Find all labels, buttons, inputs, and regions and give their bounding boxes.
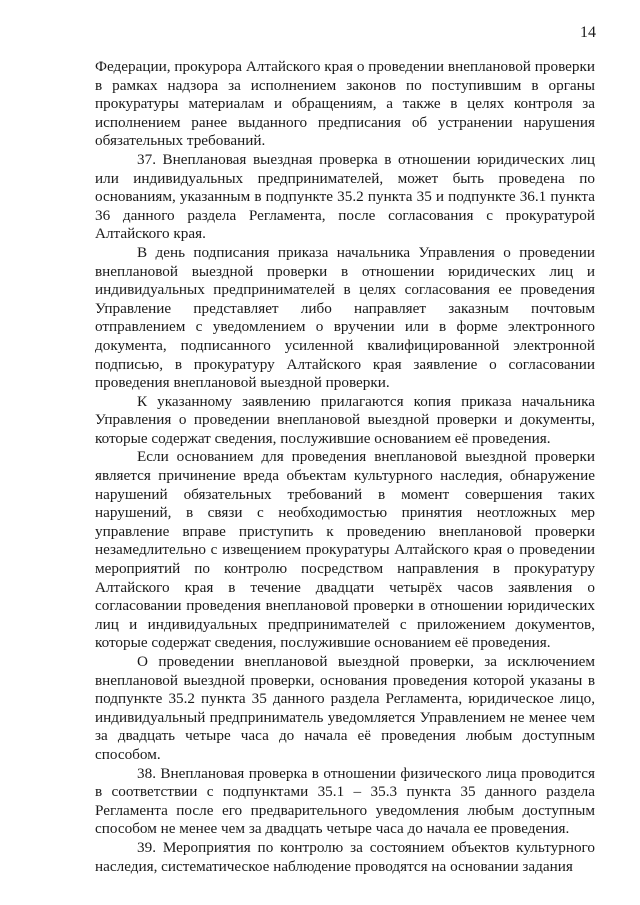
paragraph-item-38: 38. Внеплановая проверка в отношении физического лица проводится в соответствии с подпунктами 35.1 – 35.3 пункта 35 данного раздела Регламента после его предварительного уведомления любым доступным способом не менее чем за двадцать четыре часа до начала ее проведения. — [95, 764, 595, 838]
paragraph-continuation: Федерации, прокурора Алтайского края о проведении внеплановой проверки в рамках надзора за исполнением законов по поступившим в органы прокуратуры материалам и обращениям, а также в целях контроля за исполнением ранее выданного предписания об устранении нарушения обязательных требований. — [95, 58, 595, 150]
paragraph-approval-request: В день подписания приказа начальника Управления о проведении внеплановой выездной проверки в отношении юридических лиц и индивидуальных предпринимателей в целях согласования ее проведения Управление представляет либо направляет заказным почтовым отправлением с уведомлением о вручении или в форме электронного документа, подписанного усиленной квалифицированной электронной подписью, в прокуратуру Алтайского края заявление о согласовании проведения внеплановой выездной проверки. — [95, 243, 595, 392]
paragraph-attachments: К указанному заявлению прилагаются копия приказа начальника Управления о проведении внеплановой выездной проверки и документы, которые содержат сведения, послужившие основанием её проведения. — [95, 392, 595, 447]
paragraph-item-37: 37. Внеплановая выездная проверка в отношении юридических лиц или индивидуальных предпринимателей, может быть проведена по основаниям, указанным в подпункте 35.2 пункта 35 и подпункте 36.1 пункта 36 данного раздела Регламента, после согласования с прокуратурой Алтайского края. — [95, 150, 595, 243]
document-body — [95, 58, 595, 876]
page-number: 14 — [580, 24, 596, 41]
paragraph-item-39: 39. Мероприятия по контролю за состоянием объектов культурного наследия, систематическое наблюдение проводятся на основании задания — [95, 838, 595, 875]
paragraph-urgent-inspection: Если основанием для проведения внеплановой выездной проверки является причинение вреда объектам культурного наследия, обнаружение нарушений обязательных требований в момент совершения таких нарушений, в связи с необходимостью принятия неотложных мер управление вправе приступить к проведению внеплановой проверки незамедлительно с извещением прокуратуры Алтайского края о проведении мероприятий по контролю посредством направления в прокуратуру Алтайского края в течение двадцати четырёх часов заявления о согласовании проведения внеплановой проверки в отношении юридических лиц и индивидуальных предпринимателей с приложением документов, которые содержат сведения, послужившие основанием её проведения. — [95, 448, 595, 652]
paragraph-notification: О проведении внеплановой выездной проверки, за исключением внеплановой выездной проверки, основания проведения которой указаны в подпункте 35.2 пункта 35 данного раздела Регламента, юридическое лицо, индивидуальный предприниматель уведомляется Управлением не менее чем за двадцать четыре часа до начала её проведения любым доступным способом. — [95, 653, 595, 763]
